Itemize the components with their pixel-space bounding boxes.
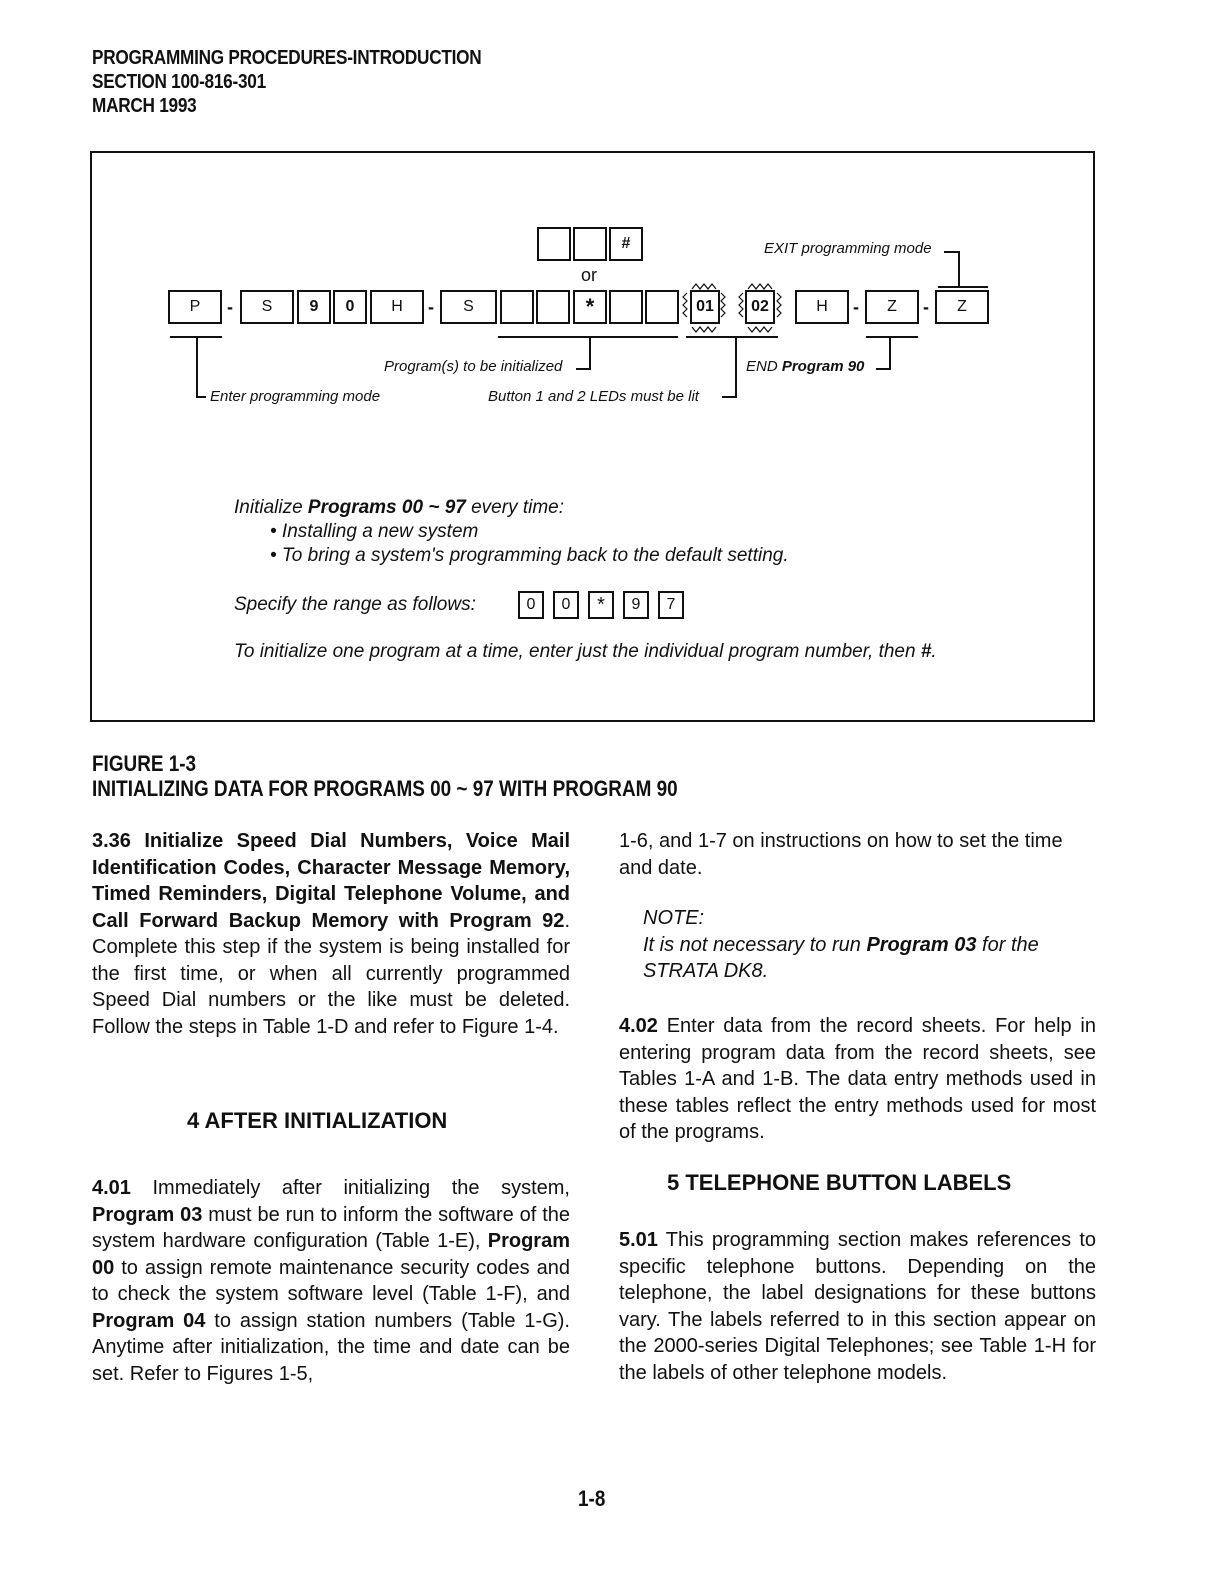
dash-1: -	[227, 297, 233, 317]
key-s-1: S	[240, 290, 294, 324]
range-key-7: 7	[658, 591, 684, 619]
key-star: *	[573, 290, 607, 324]
button-label: Button 1 and 2 LEDs must be lit	[488, 388, 699, 405]
key-blank-3	[609, 290, 643, 324]
key-top-2	[573, 227, 607, 261]
key-h-2: H	[795, 290, 849, 324]
key-z-1: Z	[865, 290, 919, 324]
heading-after-initialization: 4 AFTER INITIALIZATION	[187, 1108, 448, 1133]
range-label: Specify the range as follows:	[234, 594, 476, 615]
para-3-36: 3.36 Initialize Speed Dial Numbers, Voice Mail Identification Codes, Character Message Memory, Timed Reminders, Digital Telephone Volume, and Call Forward Backup Memory with Program 92. Complete this step if the system is being installed for the first time, or when all currently programmed Speed Dial numbers or the like must be deleted. Follow the steps in Table 1-D and refer to Figure 1-4.	[92, 830, 570, 1038]
or-label: or	[581, 265, 598, 285]
key-top-hash: #	[609, 227, 643, 261]
doc-header-section: SECTION 100-816-301	[92, 71, 266, 93]
range-key-0a: 0	[518, 591, 544, 619]
bullet-default: • To bring a system's programming back to the default setting.	[270, 545, 789, 566]
key-blank-4	[645, 290, 679, 324]
range-key-star: *	[588, 591, 614, 619]
key-button-02: 02	[745, 290, 775, 324]
key-0: 0	[333, 290, 367, 324]
key-blank-1	[500, 290, 534, 324]
dash-3: -	[853, 297, 859, 317]
range-key-9: 9	[623, 591, 649, 619]
dash-4: -	[923, 297, 929, 317]
para-4-02: 4.02 Enter data from the record sheets. For help in entering program data from the record sheets, see Tables 1-A and 1-B. The data entry methods used in these tables reflect the entry methods used for most of the programs.	[619, 1015, 1096, 1143]
heading-button-labels: 5 TELEPHONE BUTTON LABELS	[667, 1170, 1012, 1195]
dash-2: -	[428, 297, 434, 317]
key-p: P	[168, 290, 222, 324]
key-9: 9	[297, 290, 331, 324]
key-top-1	[537, 227, 571, 261]
enter-label: Enter programming mode	[210, 388, 381, 405]
key-button-01: 01	[690, 290, 720, 324]
key-s-2: S	[440, 290, 497, 324]
para-5-01: 5.01 This programming section makes references to specific telephone buttons. Depending on the telephone, the label designations for these buttons vary. The labels referred to in this section appear on the 2000-series Digital Telephones; see Table 1-H for the labels of other telephone models.	[619, 1229, 1096, 1384]
init-statement: Initialize Programs 00 ~ 97 every time:	[234, 497, 565, 518]
para-continued: 1-6, and 1-7 on instructions on how to set the time and date.	[619, 830, 1063, 879]
range-key-0b: 0	[553, 591, 579, 619]
exit-label: EXIT programming mode	[764, 240, 932, 257]
page-number: 1-8	[578, 1486, 606, 1511]
end-label: END Program 90	[746, 358, 865, 375]
bullet-new-system: • Installing a new system	[270, 521, 479, 542]
note-block: NOTE: It is not necessary to run Program 03 for the STRATA DK8.	[643, 907, 1039, 982]
programs-label: Program(s) to be initialized	[384, 358, 563, 375]
one-program-note: To initialize one program at a time, enter just the individual program number, then #.	[234, 641, 937, 662]
doc-header-title: PROGRAMMING PROCEDURES-INTRODUCTION	[92, 47, 482, 69]
key-h-1: H	[370, 290, 424, 324]
doc-header-date: MARCH 1993	[92, 95, 197, 117]
key-z-2: Z	[935, 290, 989, 324]
figure-title: INITIALIZING DATA FOR PROGRAMS 00 ~ 97 WITH PROGRAM 90	[92, 776, 678, 801]
para-4-01: 4.01 Immediately after initializing the system, Program 03 must be run to inform the software of the system hardware configuration (Table 1-E), Program 00 to assign remote maintenance security codes and to check the system software level (Table 1-F), and Program 04 to assign station numbers (Table 1-G). Anytime after initialization, the time and date can be set. Refer to Figures 1-5,	[92, 1177, 570, 1385]
figure-number: FIGURE 1-3	[92, 751, 197, 776]
key-blank-2	[536, 290, 570, 324]
